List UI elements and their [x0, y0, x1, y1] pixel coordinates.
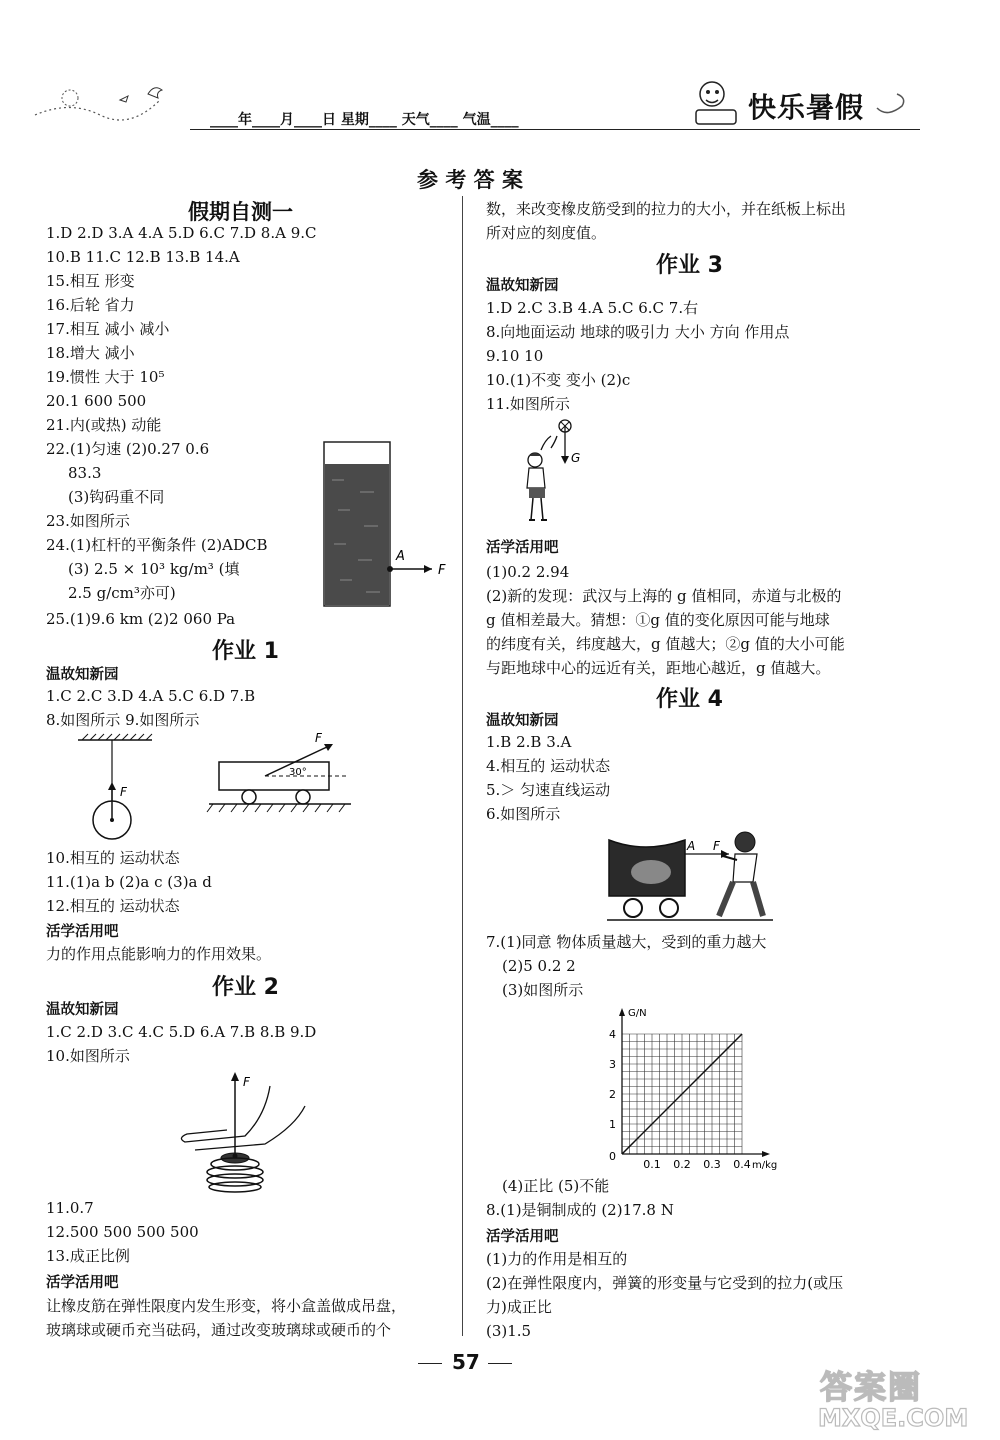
y-tick-label: 3 — [609, 1058, 616, 1071]
answer-line: 1.C 2.C 3.D 4.A 5.C 6.D 7.B — [46, 687, 256, 705]
answer-line: 9.10 10 — [486, 347, 544, 365]
logo-figure-icon — [688, 76, 748, 132]
header-rule — [190, 129, 920, 130]
answer-line: 12.相互的 运动状态 — [46, 897, 180, 915]
figure-8-label-f: F — [120, 785, 127, 799]
answer-line: 玻璃球或硬币充当砝码，通过改变玻璃球或硬币的个 — [46, 1321, 392, 1339]
test1-heading: 假期自测一 — [188, 200, 293, 224]
figure-23-label-f: F — [438, 563, 446, 578]
answer-line: 21.内(或热) 动能 — [46, 416, 162, 434]
answer-line: 1.C 2.D 3.C 4.C 5.D 6.A 7.B 8.B 9.D — [46, 1023, 317, 1041]
answer-line: 1.B 2.B 3.A — [486, 733, 572, 751]
figure-6-label-f: F — [713, 839, 720, 853]
figure-6-label-a: A — [687, 839, 696, 853]
answer-line: 20.1 600 500 — [46, 392, 147, 410]
footer-dash-right — [488, 1363, 512, 1364]
answer-line: 25.(1)9.6 km (2)2 060 Pa — [46, 610, 236, 628]
answer-line: 22.(1)匀速 (2)0.27 0.6 — [46, 440, 210, 458]
g-m-chart — [600, 1004, 800, 1172]
answer-line: (2)新的发现：武汉与上海的 g 值相同，赤道与北极的 — [486, 587, 842, 605]
figure-8-hanging-ball — [70, 732, 160, 844]
answer-line: 力的作用点能影响力的作用效果。 — [46, 945, 272, 963]
figure-9-label-angle: 30° — [289, 767, 307, 778]
hw4-section-apply: 活学活用吧 — [486, 1229, 559, 1245]
x-tick-label: 0.3 — [703, 1158, 721, 1171]
answer-line: (3)1.5 — [486, 1322, 532, 1340]
answer-line: 8.向地面运动 地球的吸引力 大小 方向 作用点 — [486, 323, 790, 341]
figure-23-block — [320, 440, 470, 610]
answer-line: 10.(1)不变 变小 (2)c — [486, 371, 631, 389]
y-axis-arrow — [619, 1008, 625, 1016]
figure-6-cart-pull — [605, 826, 775, 926]
answer-line: 16.后轮 省力 — [46, 296, 135, 314]
answer-line: 11.如图所示 — [486, 395, 570, 413]
hw4-section-review: 温故知新园 — [486, 713, 559, 729]
answer-line: 4.相互的 运动状态 — [486, 757, 611, 775]
answer-line: 与距地球中心的远近有关，距地心越近，g 值越大。 — [486, 659, 831, 677]
figure-9-cart — [205, 732, 355, 832]
answer-line: 6.如图所示 — [486, 805, 561, 823]
hw3-heading: 作业 3 — [656, 253, 723, 278]
answer-line: (1)0.2 2.94 — [486, 563, 570, 581]
answer-line: 19.惯性 大于 10⁵ — [46, 368, 165, 386]
answer-line: 1.D 2.C 3.B 4.A 5.C 6.C 7.右 — [486, 299, 699, 317]
answer-line: 18.增大 减小 — [46, 344, 135, 362]
answer-line: g 值相差最大。猜想：①g 值的变化原因可能与地球 — [486, 611, 830, 629]
answer-line: 所对应的刻度值。 — [486, 224, 607, 242]
answer-line: (4)正比 (5)不能 — [502, 1177, 610, 1195]
answer-line: 83.3 — [68, 464, 102, 482]
watermark-url: MXQE.COM — [818, 1404, 969, 1432]
x-axis-arrow — [762, 1151, 770, 1157]
answer-line: (1)力的作用是相互的 — [486, 1250, 628, 1268]
logo-swirl-icon — [872, 88, 912, 118]
column-divider — [462, 196, 463, 1336]
figure-10-label-f: F — [243, 1075, 250, 1089]
header-decoration — [30, 70, 190, 130]
x-axis-label: m/kg — [752, 1160, 778, 1171]
hw1-section-review: 温故知新园 — [46, 667, 119, 683]
answer-line: 17.相互 减小 减小 — [46, 320, 170, 338]
page-number: 57 — [452, 1350, 480, 1374]
answer-line: 15.相互 形变 — [46, 272, 135, 290]
answer-line: 数，来改变橡皮筋受到的拉力的大小，并在纸板上标出 — [486, 200, 847, 218]
page-title: 参 考 答 案 — [417, 168, 523, 192]
origin-label: 0 — [609, 1150, 616, 1163]
y-tick-label: 1 — [609, 1118, 616, 1131]
answer-line: 11.0.7 — [46, 1199, 94, 1217]
hw4-heading: 作业 4 — [656, 687, 723, 712]
answer-line: 的纬度有关，纬度越大，g 值越大；②g 值的大小可能 — [486, 635, 845, 653]
answer-line: (2)5 0.2 2 — [502, 957, 576, 975]
answer-line: 11.(1)a b (2)a c (3)a d — [46, 873, 212, 891]
answer-line: 8.如图所示 9.如图所示 — [46, 711, 200, 729]
answer-line: 8.(1)是铜制成的 (2)17.8 N — [486, 1201, 674, 1219]
answer-line: 24.(1)杠杆的平衡条件 (2)ADCB — [46, 536, 268, 554]
hw3-section-review: 温故知新园 — [486, 278, 559, 294]
footer-dash-left — [418, 1363, 442, 1364]
figure-23-label-a: A — [396, 549, 405, 564]
figure-11-label-g: G — [571, 451, 581, 465]
answer-line: (3)如图所示 — [502, 981, 584, 999]
hw2-section-review: 温故知新园 — [46, 1002, 119, 1018]
answer-line: 2.5 g/cm³亦可) — [68, 584, 176, 602]
date-line: ____年____月____日 星期____ 天气____ 气温____ — [210, 112, 519, 128]
answer-line: (2)在弹性限度内，弹簧的形变量与它受到的拉力(或压 — [486, 1274, 844, 1292]
answer-line: 10.B 11.C 12.B 13.B 14.A — [46, 248, 240, 266]
hw1-section-apply: 活学活用吧 — [46, 924, 119, 940]
answer-line: 13.成正比例 — [46, 1247, 130, 1265]
answer-line: (3)钩码重不同 — [68, 488, 165, 506]
y-tick-label: 2 — [609, 1088, 616, 1101]
answer-line: 5.＞ 匀速直线运动 — [486, 781, 611, 799]
answer-line: 让橡皮筋在弹性限度内发生形变，将小盒盖做成吊盘， — [46, 1297, 407, 1315]
watermark-logo: 答案圈 — [820, 1368, 923, 1406]
hw3-section-apply: 活学活用吧 — [486, 540, 559, 556]
x-tick-label: 0.1 — [643, 1158, 661, 1171]
y-axis-label: G/N — [628, 1008, 647, 1019]
hw2-heading: 作业 2 — [212, 975, 279, 1000]
figure-9-label-f: F — [315, 732, 322, 745]
y-tick-label: 4 — [609, 1028, 616, 1041]
answer-line: (3) 2.5 × 10³ kg/m³ (填 — [68, 560, 240, 578]
answer-line: 1.D 2.D 3.A 4.A 5.D 6.C 7.D 8.A 9.C — [46, 224, 317, 242]
figure-10-spring — [175, 1066, 325, 1196]
answer-line: 12.500 500 500 500 — [46, 1223, 199, 1241]
hw2-section-apply: 活学活用吧 — [46, 1275, 119, 1291]
answer-line: 7.(1)同意 物体质量越大，受到的重力越大 — [486, 933, 767, 951]
answer-line: 23.如图所示 — [46, 512, 130, 530]
logo-text: 快乐暑假 — [748, 91, 865, 124]
figure-11-player — [515, 414, 595, 530]
hw1-heading: 作业 1 — [212, 639, 279, 664]
x-tick-label: 0.2 — [673, 1158, 691, 1171]
answer-line: 10.相互的 运动状态 — [46, 849, 180, 867]
answer-line: 力)成正比 — [486, 1298, 552, 1316]
x-tick-label: 0.4 — [733, 1158, 751, 1171]
answer-line: 10.如图所示 — [46, 1047, 130, 1065]
